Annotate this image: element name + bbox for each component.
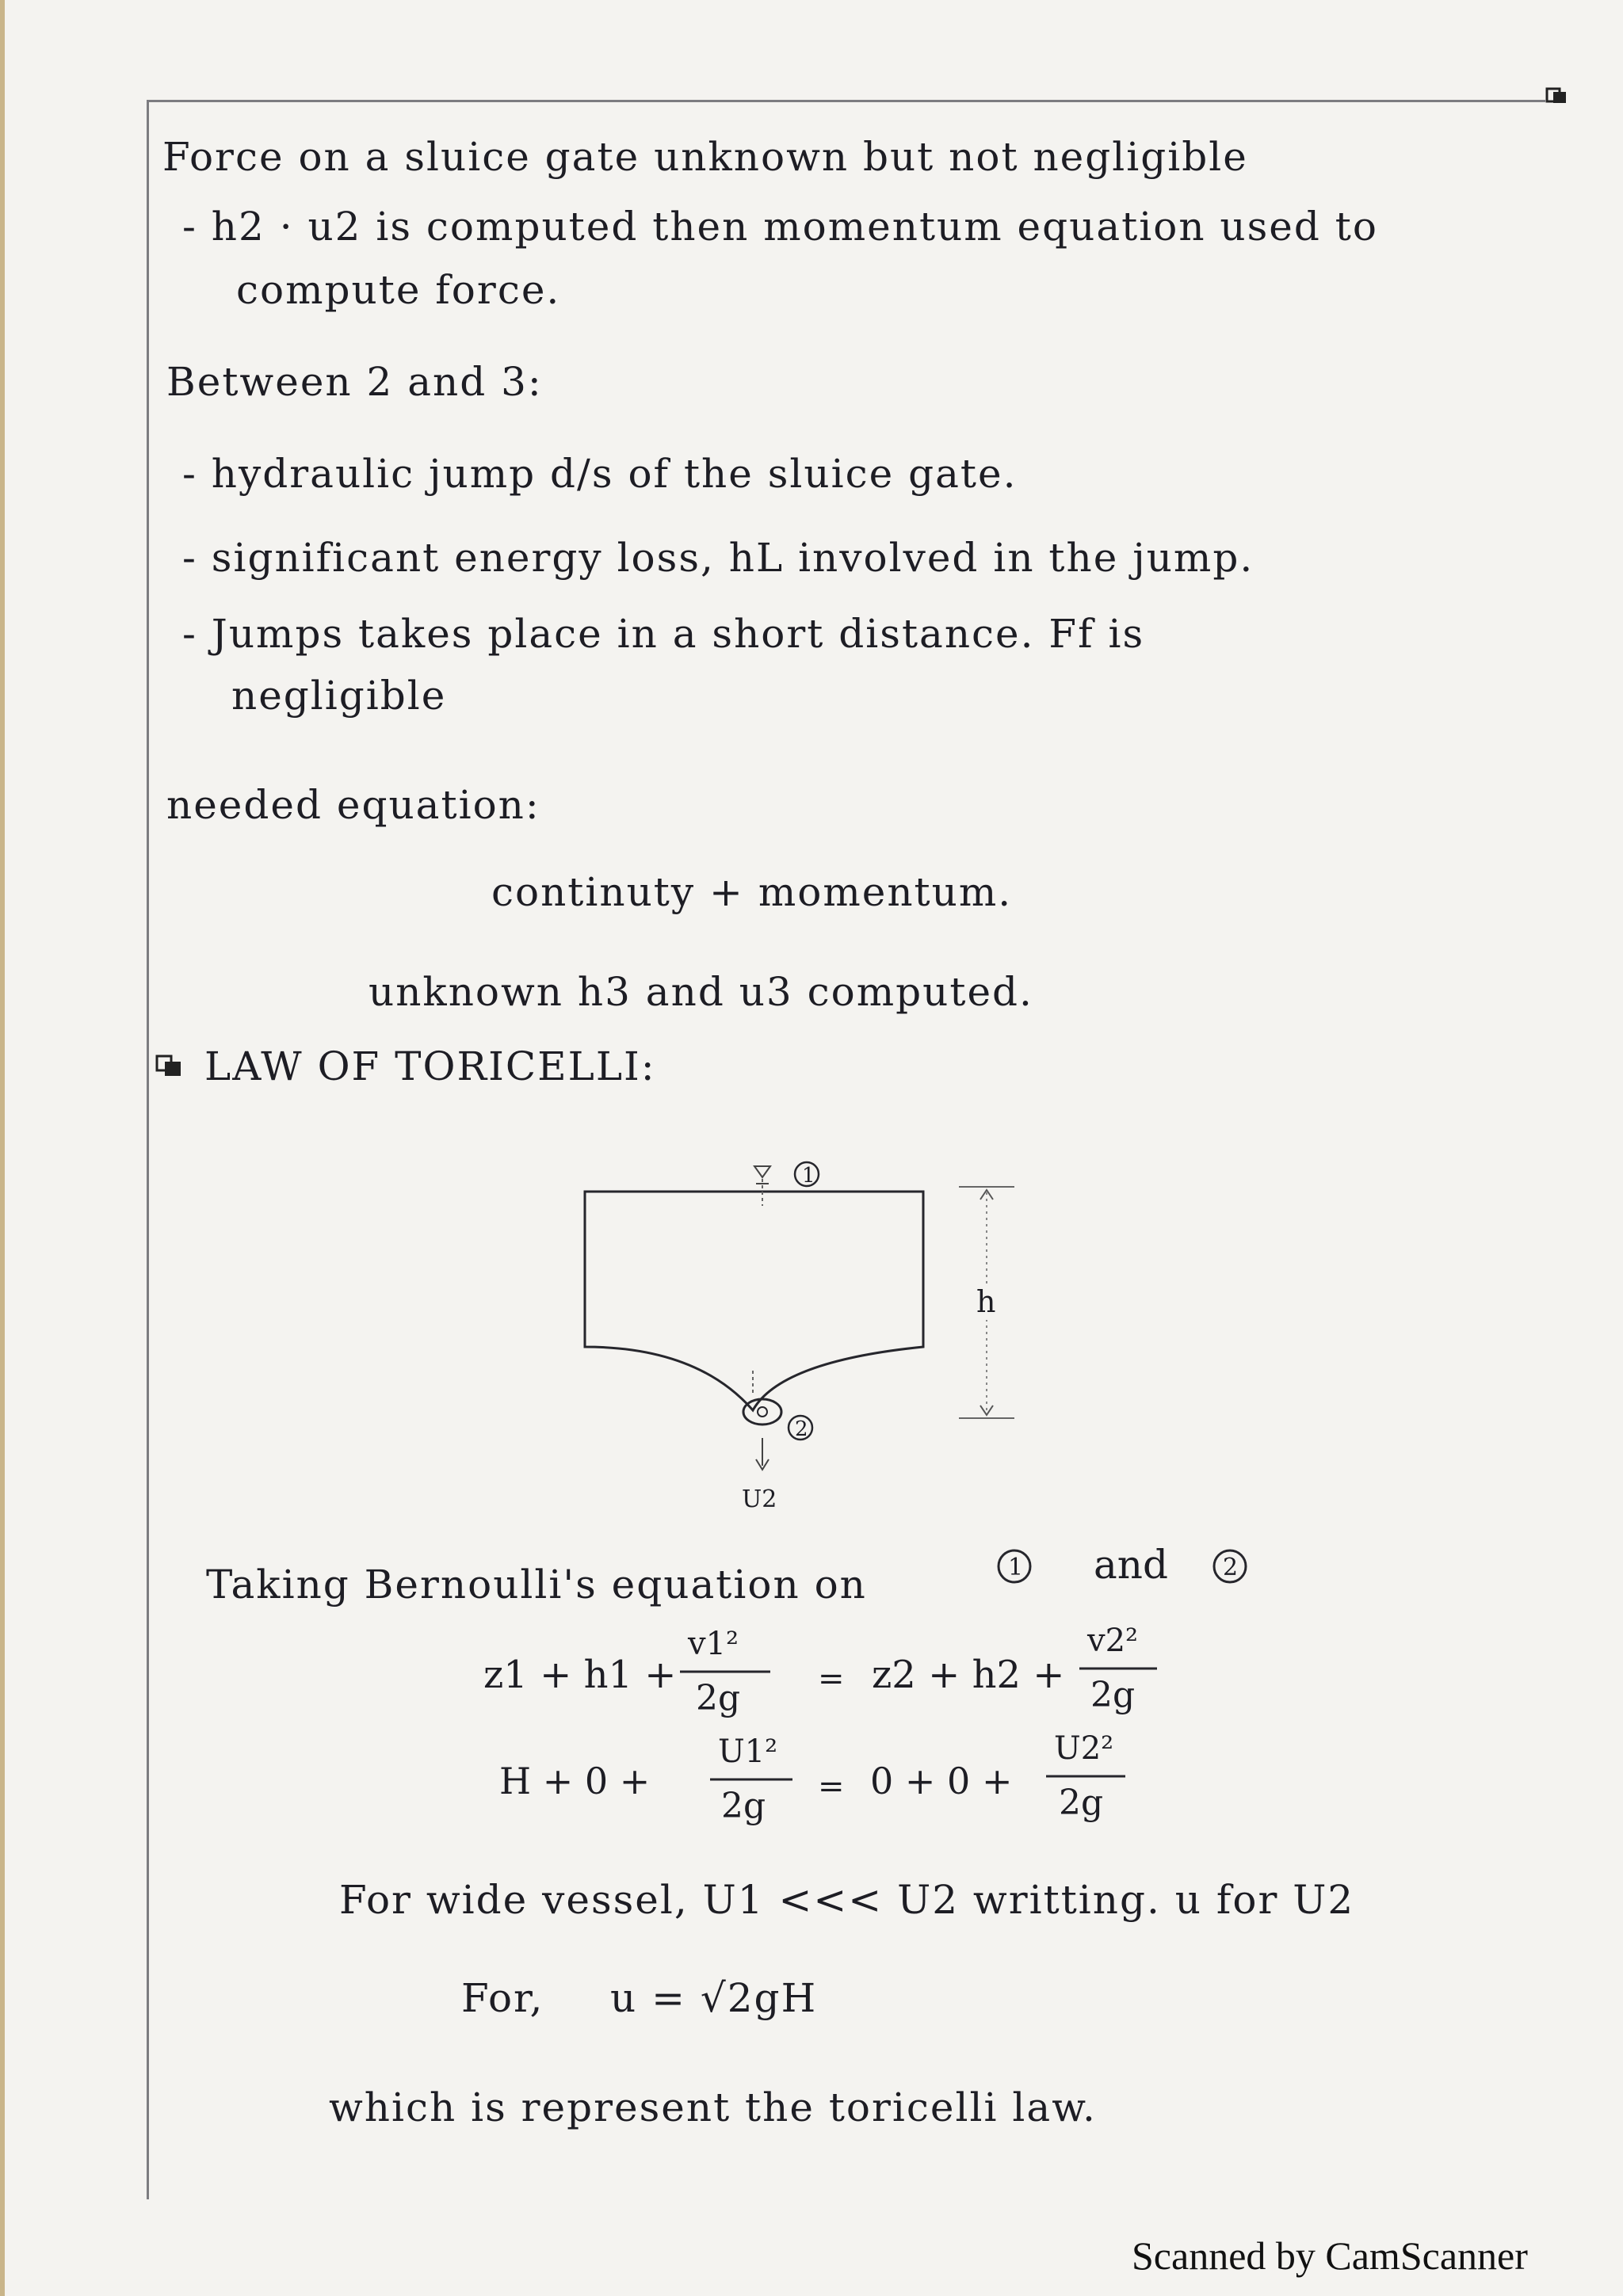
- eq2-denominator: 2g: [721, 1786, 766, 1826]
- eq2-left: H + 0 +: [499, 1760, 651, 1802]
- eq2-numerator-2: U2²: [1054, 1730, 1114, 1767]
- eq2-right: 0 + 0 +: [870, 1760, 1013, 1802]
- eq1-right: z2 + h2 +: [872, 1653, 1065, 1697]
- tank-diagram: [555, 1149, 1070, 1521]
- checkbox-icon: [155, 1054, 182, 1077]
- between-heading: Between 2 and 3:: [166, 359, 543, 405]
- eq1-equals: =: [818, 1661, 845, 1697]
- eq1-numerator: v1²: [688, 1626, 739, 1662]
- scanner-credit: Scanned by CamScanner: [1132, 2233, 1528, 2278]
- law-of-toricelli-heading: LAW OF TORICELLI:: [204, 1043, 656, 1089]
- momentum-line: - h2 · u2 is computed then momentum equation used to: [182, 204, 1378, 250]
- bullet-negligible: negligible: [231, 673, 447, 719]
- wide-vessel-line: For wide vessel, U1 <<< U2 writting. u for U2: [339, 1877, 1355, 1923]
- bullet-short-distance: - Jumps takes place in a short distance. Ff is: [182, 611, 1145, 657]
- eq2-numerator: U1²: [718, 1733, 778, 1770]
- eq1-left: z1 + h1 +: [483, 1653, 677, 1697]
- eq2-denominator-2: 2g: [1059, 1783, 1104, 1823]
- torricelli-result: u = √2gH: [610, 1975, 818, 2021]
- eq2-equals: =: [818, 1768, 845, 1805]
- height-label: h: [976, 1284, 996, 1319]
- sluice-force-line: Force on a sluice gate unknown but not negligible: [162, 134, 1248, 180]
- bernoulli-points: [983, 1531, 1260, 1602]
- point-1-label: 1: [802, 1164, 815, 1188]
- bernoulli-point-2: 2: [1223, 1554, 1239, 1581]
- result-for: For,: [461, 1975, 544, 2021]
- top-rule: [147, 100, 1545, 102]
- velocity-label: U2: [742, 1486, 777, 1513]
- eq1-denominator-2: 2g: [1090, 1675, 1136, 1715]
- bernoulli-and: and: [1094, 1542, 1169, 1588]
- needed-equation-heading: needed equation:: [166, 782, 540, 828]
- eq1-numerator-2: v2²: [1087, 1623, 1139, 1659]
- bernoulli-intro: Taking Bernoulli's equation on: [206, 1562, 867, 1608]
- bullet-hydraulic-jump: - hydraulic jump d/s of the sluice gate.: [182, 451, 1018, 497]
- orifice: [743, 1399, 781, 1425]
- point-2-label: 2: [795, 1417, 808, 1441]
- compute-force-line: compute force.: [236, 267, 561, 313]
- eq1-denominator: 2g: [696, 1678, 741, 1718]
- page-edge: [0, 0, 5, 2296]
- clip-icon: [1545, 86, 1568, 105]
- conclusion-line: which is represent the toricelli law.: [329, 2084, 1097, 2130]
- margin-rule: [147, 100, 149, 2199]
- continuity-momentum-line: continuty + momentum.: [491, 869, 1013, 915]
- unknown-line: unknown h3 and u3 computed.: [369, 969, 1033, 1015]
- bullet-energy-loss: - significant energy loss, hL involved in the jump.: [182, 535, 1254, 581]
- bernoulli-point-1: 1: [1008, 1554, 1024, 1581]
- bernoulli-equation-2: [491, 1726, 1189, 1844]
